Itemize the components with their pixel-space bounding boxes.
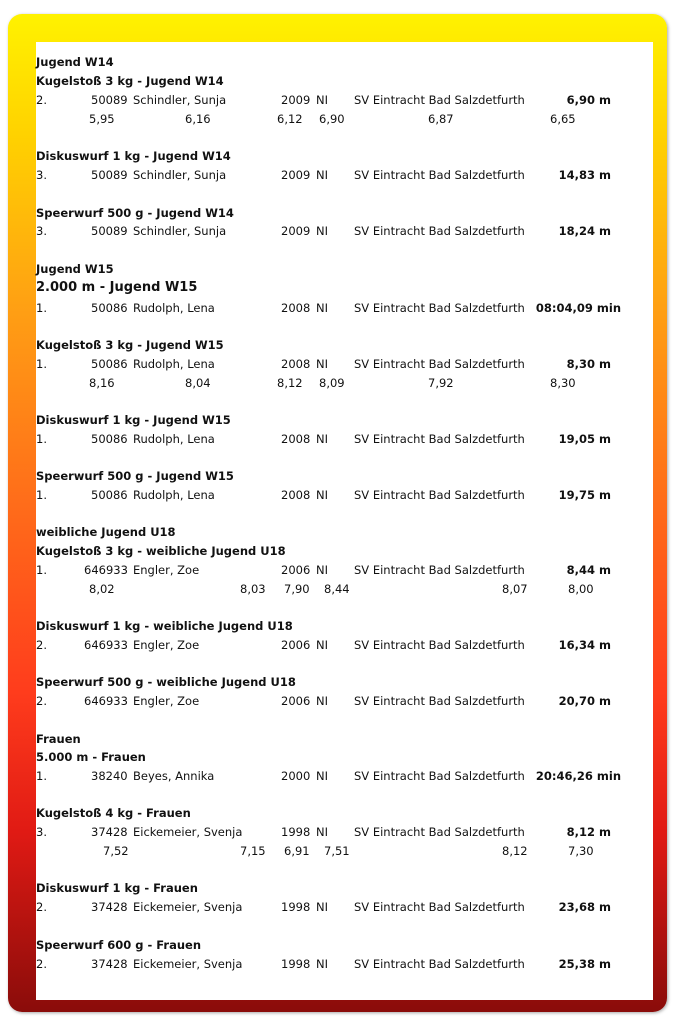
state: NI: [316, 694, 328, 708]
club-name: SV Eintracht Bad Salzdetfurth: [354, 638, 525, 652]
birth-year: 2000: [281, 769, 311, 783]
attempt-value: 8,44: [324, 582, 350, 596]
place: 2.: [36, 694, 47, 708]
attempt-value: 8,02: [89, 582, 115, 596]
attempt-value: 6,87: [428, 112, 454, 126]
birth-year: 2009: [281, 224, 311, 238]
attempt-value: 8,00: [568, 582, 594, 596]
discipline-title: Kugelstoß 3 kg - Jugend W15: [36, 338, 224, 352]
state: NI: [316, 301, 328, 315]
club-name: SV Eintracht Bad Salzdetfurth: [354, 93, 525, 107]
discipline-title: Diskuswurf 1 kg - Frauen: [36, 881, 198, 895]
discipline-title: Speerwurf 500 g - Jugend W14: [36, 206, 234, 220]
group-header: Jugend W14: [36, 55, 114, 69]
birth-year: 2008: [281, 301, 311, 315]
results-page: [36, 42, 653, 1000]
athlete-name: Eickemeier, Svenja: [133, 825, 243, 839]
attempt-value: 7,92: [428, 376, 454, 390]
athlete-id: 37428: [91, 825, 128, 839]
attempt-value: 6,16: [185, 112, 211, 126]
athlete-id: 50086: [91, 301, 128, 315]
attempt-value: 8,30: [550, 376, 576, 390]
attempt-value: 8,03: [240, 582, 266, 596]
club-name: SV Eintracht Bad Salzdetfurth: [354, 900, 525, 914]
club-name: SV Eintracht Bad Salzdetfurth: [354, 957, 525, 971]
club-name: SV Eintracht Bad Salzdetfurth: [354, 224, 525, 238]
birth-year: 2008: [281, 488, 311, 502]
attempt-value: 7,30: [568, 844, 594, 858]
result: 8,12 m: [566, 825, 611, 839]
discipline-title: Speerwurf 500 g - weibliche Jugend U18: [36, 675, 296, 689]
athlete-id: 50089: [91, 93, 128, 107]
place: 3.: [36, 168, 47, 182]
athlete-id: 646933: [84, 638, 128, 652]
athlete-name: Schindler, Sunja: [133, 224, 227, 238]
athlete-name: Schindler, Sunja: [133, 93, 227, 107]
birth-year: 2009: [281, 168, 311, 182]
group-header: Frauen: [36, 732, 81, 746]
athlete-id: 38240: [91, 769, 128, 783]
state: NI: [316, 224, 328, 238]
birth-year: 2006: [281, 638, 311, 652]
discipline-title: Kugelstoß 3 kg - Jugend W14: [36, 74, 224, 88]
discipline-title: 2.000 m - Jugend W15: [36, 280, 198, 295]
place: 1.: [36, 563, 47, 577]
attempt-value: 7,90: [284, 582, 310, 596]
state: NI: [316, 168, 328, 182]
state: NI: [316, 957, 328, 971]
athlete-name: Engler, Zoe: [133, 694, 200, 708]
athlete-id: 50086: [91, 432, 128, 446]
club-name: SV Eintracht Bad Salzdetfurth: [354, 488, 525, 502]
birth-year: 2006: [281, 563, 311, 577]
place: 2.: [36, 638, 47, 652]
birth-year: 1998: [281, 825, 311, 839]
place: 2.: [36, 93, 47, 107]
gradient-frame: [8, 14, 667, 1012]
attempt-value: 8,16: [89, 376, 115, 390]
place: 1.: [36, 769, 47, 783]
result: 8,30 m: [566, 357, 611, 371]
athlete-id: 646933: [84, 563, 128, 577]
athlete-id: 50089: [91, 224, 128, 238]
place: 2.: [36, 957, 47, 971]
discipline-title: 5.000 m - Frauen: [36, 750, 146, 764]
birth-year: 2008: [281, 357, 311, 371]
result: 14,83 m: [558, 168, 611, 182]
place: 1.: [36, 488, 47, 502]
result: 18,24 m: [558, 224, 611, 238]
attempt-value: 8,12: [502, 844, 528, 858]
club-name: SV Eintracht Bad Salzdetfurth: [354, 301, 525, 315]
state: NI: [316, 900, 328, 914]
club-name: SV Eintracht Bad Salzdetfurth: [354, 168, 525, 182]
attempt-value: 7,15: [240, 844, 266, 858]
athlete-id: 50089: [91, 168, 128, 182]
state: NI: [316, 357, 328, 371]
place: 3.: [36, 224, 47, 238]
attempt-value: 8,09: [319, 376, 345, 390]
athlete-id: 37428: [91, 957, 128, 971]
birth-year: 2009: [281, 93, 311, 107]
athlete-name: Rudolph, Lena: [133, 301, 215, 315]
attempt-value: 7,52: [103, 844, 129, 858]
attempt-value: 5,95: [89, 112, 115, 126]
result: 19,05 m: [558, 432, 611, 446]
attempt-value: 6,65: [550, 112, 576, 126]
birth-year: 1998: [281, 957, 311, 971]
discipline-title: Kugelstoß 4 kg - Frauen: [36, 806, 191, 820]
result: 20,70 m: [558, 694, 611, 708]
place: 3.: [36, 825, 47, 839]
attempt-value: 8,12: [277, 376, 303, 390]
result: 20:46,26 min: [535, 769, 621, 783]
athlete-id: 646933: [84, 694, 128, 708]
athlete-name: Schindler, Sunja: [133, 168, 227, 182]
attempt-value: 6,91: [284, 844, 310, 858]
attempt-value: 7,51: [324, 844, 350, 858]
place: 1.: [36, 432, 47, 446]
discipline-title: Diskuswurf 1 kg - Jugend W14: [36, 149, 231, 163]
discipline-title: Speerwurf 600 g - Frauen: [36, 938, 202, 952]
club-name: SV Eintracht Bad Salzdetfurth: [354, 694, 525, 708]
club-name: SV Eintracht Bad Salzdetfurth: [354, 825, 525, 839]
athlete-name: Rudolph, Lena: [133, 432, 215, 446]
state: NI: [316, 825, 328, 839]
club-name: SV Eintracht Bad Salzdetfurth: [354, 357, 525, 371]
place: 1.: [36, 301, 47, 315]
place: 1.: [36, 357, 47, 371]
club-name: SV Eintracht Bad Salzdetfurth: [354, 563, 525, 577]
club-name: SV Eintracht Bad Salzdetfurth: [354, 432, 525, 446]
result: 16,34 m: [558, 638, 611, 652]
state: NI: [316, 638, 328, 652]
birth-year: 2008: [281, 432, 311, 446]
state: NI: [316, 769, 328, 783]
athlete-id: 37428: [91, 900, 128, 914]
athlete-name: Engler, Zoe: [133, 638, 200, 652]
result: 08:04,09 min: [535, 301, 621, 315]
discipline-title: Kugelstoß 3 kg - weibliche Jugend U18: [36, 544, 286, 558]
result: 25,38 m: [558, 957, 611, 971]
result: 23,68 m: [558, 900, 611, 914]
state: NI: [316, 563, 328, 577]
athlete-name: Eickemeier, Svenja: [133, 900, 243, 914]
state: NI: [316, 488, 328, 502]
discipline-title: Diskuswurf 1 kg - Jugend W15: [36, 413, 231, 427]
attempt-value: 6,12: [277, 112, 303, 126]
discipline-title: Diskuswurf 1 kg - weibliche Jugend U18: [36, 619, 293, 633]
birth-year: 1998: [281, 900, 311, 914]
attempt-value: 8,04: [185, 376, 211, 390]
group-header: Jugend W15: [36, 262, 114, 276]
athlete-id: 50086: [91, 357, 128, 371]
place: 2.: [36, 900, 47, 914]
athlete-name: Rudolph, Lena: [133, 488, 215, 502]
state: NI: [316, 93, 328, 107]
athlete-name: Engler, Zoe: [133, 563, 200, 577]
athlete-name: Beyes, Annika: [133, 769, 215, 783]
result: 8,44 m: [566, 563, 611, 577]
attempt-value: 8,07: [502, 582, 528, 596]
club-name: SV Eintracht Bad Salzdetfurth: [354, 769, 525, 783]
athlete-name: Rudolph, Lena: [133, 357, 215, 371]
athlete-id: 50086: [91, 488, 128, 502]
discipline-title: Speerwurf 500 g - Jugend W15: [36, 469, 234, 483]
result: 19,75 m: [558, 488, 611, 502]
group-header: weibliche Jugend U18: [36, 525, 176, 539]
state: NI: [316, 432, 328, 446]
athlete-name: Eickemeier, Svenja: [133, 957, 243, 971]
attempt-value: 6,90: [319, 112, 345, 126]
birth-year: 2006: [281, 694, 311, 708]
result: 6,90 m: [566, 93, 611, 107]
